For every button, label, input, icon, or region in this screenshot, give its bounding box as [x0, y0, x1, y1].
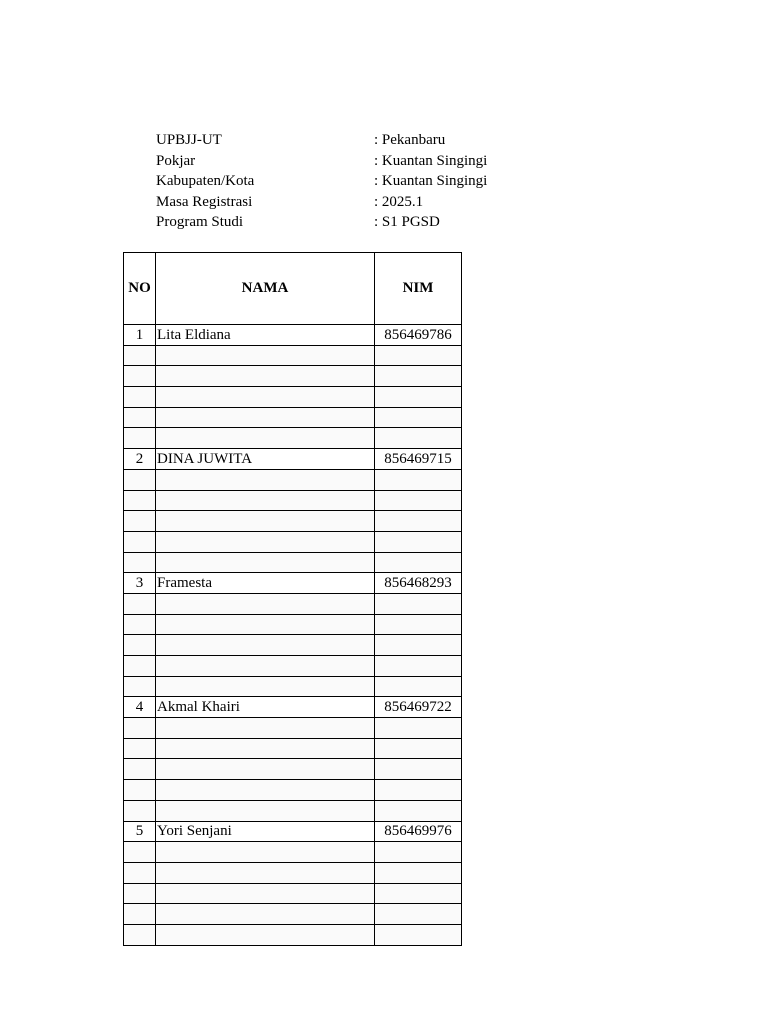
blank-cell	[375, 904, 462, 925]
table-header-row	[124, 253, 462, 325]
blank-cell	[375, 676, 462, 697]
blank-cell	[124, 759, 156, 780]
blank-row	[124, 718, 462, 739]
blank-row	[124, 780, 462, 801]
blank-cell	[124, 842, 156, 863]
blank-cell	[124, 614, 156, 635]
blank-row	[124, 842, 462, 863]
blank-cell	[375, 883, 462, 904]
blank-cell	[124, 718, 156, 739]
blank-cell	[375, 407, 462, 428]
blank-row	[124, 387, 462, 408]
info-value: : S1 PGSD	[374, 214, 440, 230]
blank-cell	[124, 904, 156, 925]
info-value: : 2025.1	[374, 193, 424, 210]
blank-cell	[156, 904, 375, 925]
blank-cell	[124, 552, 156, 573]
blank-cell	[375, 552, 462, 573]
student-table	[123, 252, 462, 946]
blank-cell	[375, 593, 462, 614]
cell-nama: DINA JUWITA	[156, 449, 375, 470]
info-label: Program Studi	[156, 214, 244, 230]
blank-cell	[156, 738, 375, 759]
blank-cell	[124, 366, 156, 387]
blank-cell	[375, 656, 462, 677]
blank-cell	[375, 511, 462, 532]
blank-cell	[156, 428, 375, 449]
blank-cell	[124, 635, 156, 656]
table-body	[124, 325, 462, 946]
blank-row	[124, 738, 462, 759]
column-header-nim: NIM	[375, 253, 462, 325]
blank-cell	[156, 676, 375, 697]
blank-cell	[124, 407, 156, 428]
blank-row	[124, 366, 462, 387]
blank-cell	[124, 656, 156, 677]
blank-cell	[375, 924, 462, 945]
blank-cell	[375, 635, 462, 656]
blank-row	[124, 511, 462, 532]
blank-cell	[124, 800, 156, 821]
blank-row	[124, 862, 462, 883]
blank-cell	[375, 718, 462, 739]
cell-nama: Lita Eldiana	[156, 325, 375, 346]
blank-cell	[156, 469, 375, 490]
blank-row	[124, 593, 462, 614]
blank-row	[124, 428, 462, 449]
blank-cell	[124, 593, 156, 614]
table-row	[124, 821, 462, 842]
table-row	[124, 573, 462, 594]
blank-cell	[124, 883, 156, 904]
blank-row	[124, 676, 462, 697]
blank-cell	[124, 490, 156, 511]
blank-cell	[375, 428, 462, 449]
info-value: : Kuantan Singingi	[374, 173, 488, 189]
blank-cell	[124, 428, 156, 449]
cell-no: 1	[124, 325, 156, 346]
blank-cell	[156, 614, 375, 635]
blank-cell	[124, 511, 156, 532]
blank-cell	[375, 780, 462, 801]
blank-row	[124, 656, 462, 677]
blank-cell	[375, 387, 462, 408]
cell-nim: 856469715	[375, 449, 462, 470]
blank-cell	[156, 924, 375, 945]
blank-row	[124, 635, 462, 656]
blank-cell	[156, 800, 375, 821]
blank-row	[124, 759, 462, 780]
blank-row	[124, 345, 462, 366]
column-header-nama: NAMA	[156, 253, 375, 325]
blank-row	[124, 407, 462, 428]
blank-cell	[375, 759, 462, 780]
column-header-no: NO	[124, 253, 156, 325]
blank-row	[124, 552, 462, 573]
blank-row	[124, 800, 462, 821]
info-label: Kabupaten/Kota	[156, 173, 255, 189]
blank-cell	[124, 676, 156, 697]
blank-cell	[375, 842, 462, 863]
blank-cell	[156, 593, 375, 614]
cell-no: 4	[124, 697, 156, 718]
table-row	[124, 325, 462, 346]
cell-no: 3	[124, 573, 156, 594]
blank-row	[124, 904, 462, 925]
cell-nim: 856469722	[375, 697, 462, 718]
cell-nama: Framesta	[156, 573, 375, 594]
cell-nama: Yori Senjani	[156, 821, 375, 842]
blank-cell	[156, 842, 375, 863]
blank-row	[124, 490, 462, 511]
info-value: : Pekanbaru	[374, 132, 446, 148]
blank-cell	[156, 511, 375, 532]
blank-cell	[375, 738, 462, 759]
blank-cell	[124, 862, 156, 883]
blank-cell	[156, 883, 375, 904]
blank-cell	[156, 366, 375, 387]
blank-cell	[375, 531, 462, 552]
blank-cell	[124, 345, 156, 366]
blank-cell	[375, 469, 462, 490]
blank-row	[124, 883, 462, 904]
blank-cell	[156, 656, 375, 677]
blank-cell	[156, 552, 375, 573]
blank-cell	[124, 387, 156, 408]
blank-cell	[156, 780, 375, 801]
cell-no: 2	[124, 449, 156, 470]
blank-cell	[124, 780, 156, 801]
blank-cell	[156, 387, 375, 408]
blank-cell	[124, 469, 156, 490]
blank-cell	[156, 718, 375, 739]
blank-row	[124, 614, 462, 635]
cell-nim: 856469976	[375, 821, 462, 842]
cell-nim: 856468293	[375, 573, 462, 594]
blank-row	[124, 531, 462, 552]
blank-cell	[156, 531, 375, 552]
blank-cell	[375, 800, 462, 821]
blank-cell	[375, 345, 462, 366]
table-row	[124, 449, 462, 470]
blank-cell	[156, 407, 375, 428]
blank-cell	[375, 862, 462, 883]
cell-nim: 856469786	[375, 325, 462, 346]
info-value: : Kuantan Singingi	[374, 152, 488, 169]
cell-nama: Akmal Khairi	[156, 697, 375, 718]
blank-cell	[156, 862, 375, 883]
blank-cell	[156, 345, 375, 366]
blank-row	[124, 469, 462, 490]
blank-row	[124, 924, 462, 945]
blank-cell	[124, 738, 156, 759]
blank-cell	[156, 490, 375, 511]
info-label: UPBJJ-UT	[156, 132, 222, 148]
blank-cell	[375, 366, 462, 387]
blank-cell	[124, 924, 156, 945]
blank-cell	[156, 759, 375, 780]
cell-no: 5	[124, 821, 156, 842]
info-label: Pokjar	[156, 152, 196, 169]
blank-cell	[156, 635, 375, 656]
blank-cell	[124, 531, 156, 552]
table-row	[124, 697, 462, 718]
info-label: Masa Registrasi	[156, 193, 253, 210]
blank-cell	[375, 490, 462, 511]
blank-cell	[375, 614, 462, 635]
